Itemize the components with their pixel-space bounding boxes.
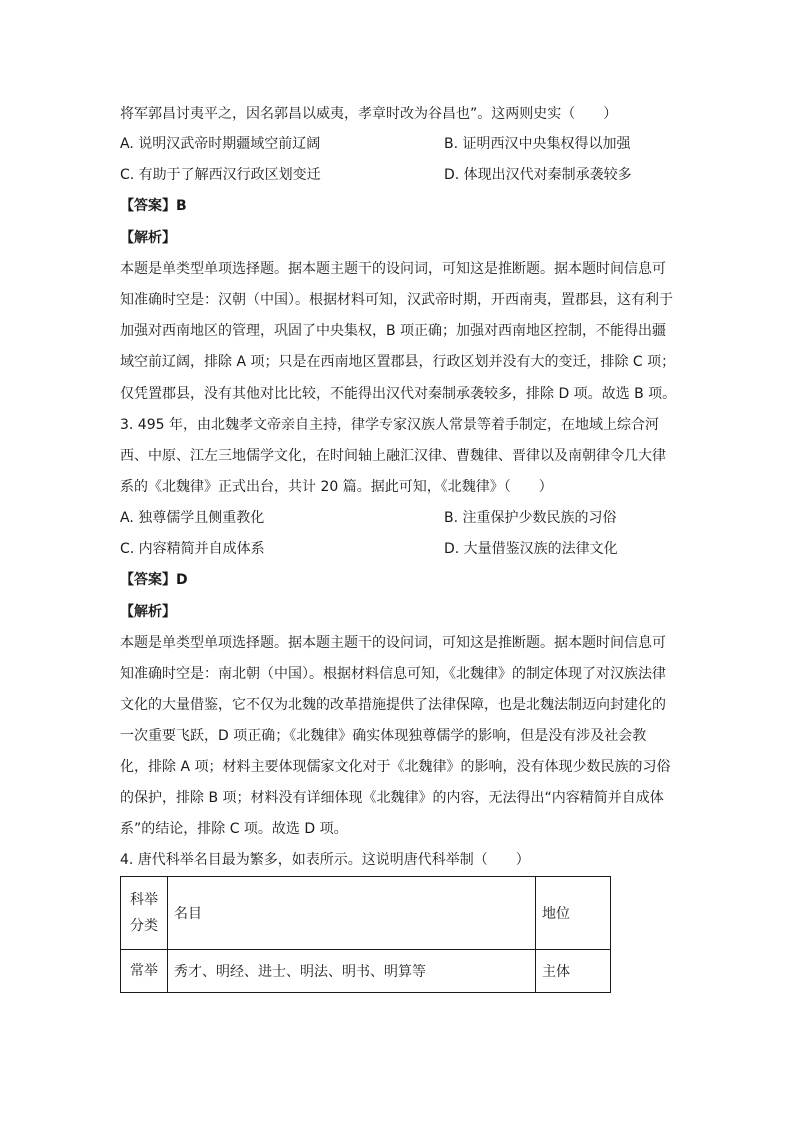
table-row — [121, 950, 611, 993]
table-header-cell: 名目 — [168, 877, 536, 950]
q2-analysis-line: 域空前辽阔，排除 A 项；只是在西南地区置郡县，行政区划并没有大的变迁，排除 C 项； — [120, 354, 676, 370]
table-header-cell: 地位 — [536, 877, 611, 950]
q3-option-b: B. 注重保护少数民族的习俗 — [444, 510, 617, 526]
table-header-row — [121, 877, 611, 950]
q3-analysis-line: 本题是单类型单项选择题。据本题主题干的设问词，可知这是推断题。据本题时间信息可 — [120, 635, 666, 651]
q2-analysis-line: 本题是单类型单项选择题。据本题主题干的设问词，可知这是推断题。据本题时间信息可 — [120, 261, 666, 277]
q3-analysis-title: 【解析】 — [120, 604, 176, 620]
q3-option-a: A. 独尊儒学且侧重教化 — [120, 510, 265, 526]
q2-option-a: A. 说明汉武帝时期疆域空前辽阔 — [120, 136, 321, 152]
q2-analysis-line: 知准确时空是：汉朝（中国）。根据材料可知，汉武帝时期，开西南夷，置郡县，这有利于 — [120, 292, 673, 308]
q3-analysis-line: 知准确时空是：南北朝（中国）。根据材料信息可知，《北魏律》的制定体现了对汉族法律 — [120, 666, 666, 682]
q2-analysis-line: 仅凭置郡县，没有其他对比比较，不能得出汉代对秦制承袭较多，排除 D 项。故选 B 项。 — [120, 386, 677, 402]
exam-table — [120, 876, 611, 993]
q2-option-b: B. 证明西汉中央集权得以加强 — [444, 136, 631, 152]
q3-stem-line: 西、中原、江左三地儒学文化，在时间轴上融汇汉律、曹魏律、晋律以及南朝律令几大律 — [120, 448, 666, 464]
table-header-cell: 科举 分类 — [121, 877, 168, 950]
intro-line: 将军郭昌讨夷平之，因名郭昌以威夷，孝章时改为谷昌也”。这两则史实（ ） — [120, 106, 618, 122]
q3-analysis-line: 系”的结论，排除 C 项。故选 D 项。 — [120, 821, 348, 837]
q3-answer: 【答案】D — [120, 572, 188, 588]
q2-option-c: C. 有助于了解西汉行政区划变迁 — [120, 167, 321, 183]
q2-option-d: D. 体现出汉代对秦制承袭较多 — [444, 167, 632, 183]
q2-analysis-line: 加强对西南地区的管理，巩固了中央集权，B 项正确；加强对西南地区控制，不能得出疆 — [120, 323, 667, 339]
q3-analysis-line: 化，排除 A 项；材料主要体现儒家文化对于《北魏律》的影响，没有体现少数民族的习俗 — [120, 759, 671, 775]
table-cell: 常举 — [121, 950, 168, 993]
table-cell: 秀才、明经、进士、明法、明书、明算等 — [168, 950, 536, 993]
q3-option-d: D. 大量借鉴汉族的法律文化 — [444, 541, 618, 557]
q3-analysis-line: 文化的大量借鉴，它不仅为北魏的改革措施提供了法律保障，也是北魏法制迈向封建化的 — [120, 697, 666, 713]
q3-analysis-line: 一次重要飞跃，D 项正确；《北魏律》确实体现独尊儒学的影响，但是没有涉及社会教 — [120, 728, 647, 744]
q3-analysis-line: 的保护，排除 B 项；材料没有详细体现《北魏律》的内容，无法得出“内容精简并自成体 — [120, 790, 664, 806]
table-cell: 主体 — [536, 950, 611, 993]
q4-stem: 4. 唐代科举名目最为繁多，如表所示。这说明唐代科举制（ ） — [120, 852, 530, 868]
q3-stem-line: 系的《北魏律》正式出台，共计 20 篇。据此可知，《北魏律》（ ） — [120, 479, 553, 495]
q3-stem-line: 3. 495 年，由北魏孝文帝亲自主持，律学专家汉族人常景等着手制定，在地域上综合河 — [120, 417, 659, 433]
q2-answer: 【答案】B — [120, 198, 187, 214]
q2-analysis-title: 【解析】 — [120, 230, 176, 246]
q3-option-c: C. 内容精简并自成体系 — [120, 541, 265, 557]
